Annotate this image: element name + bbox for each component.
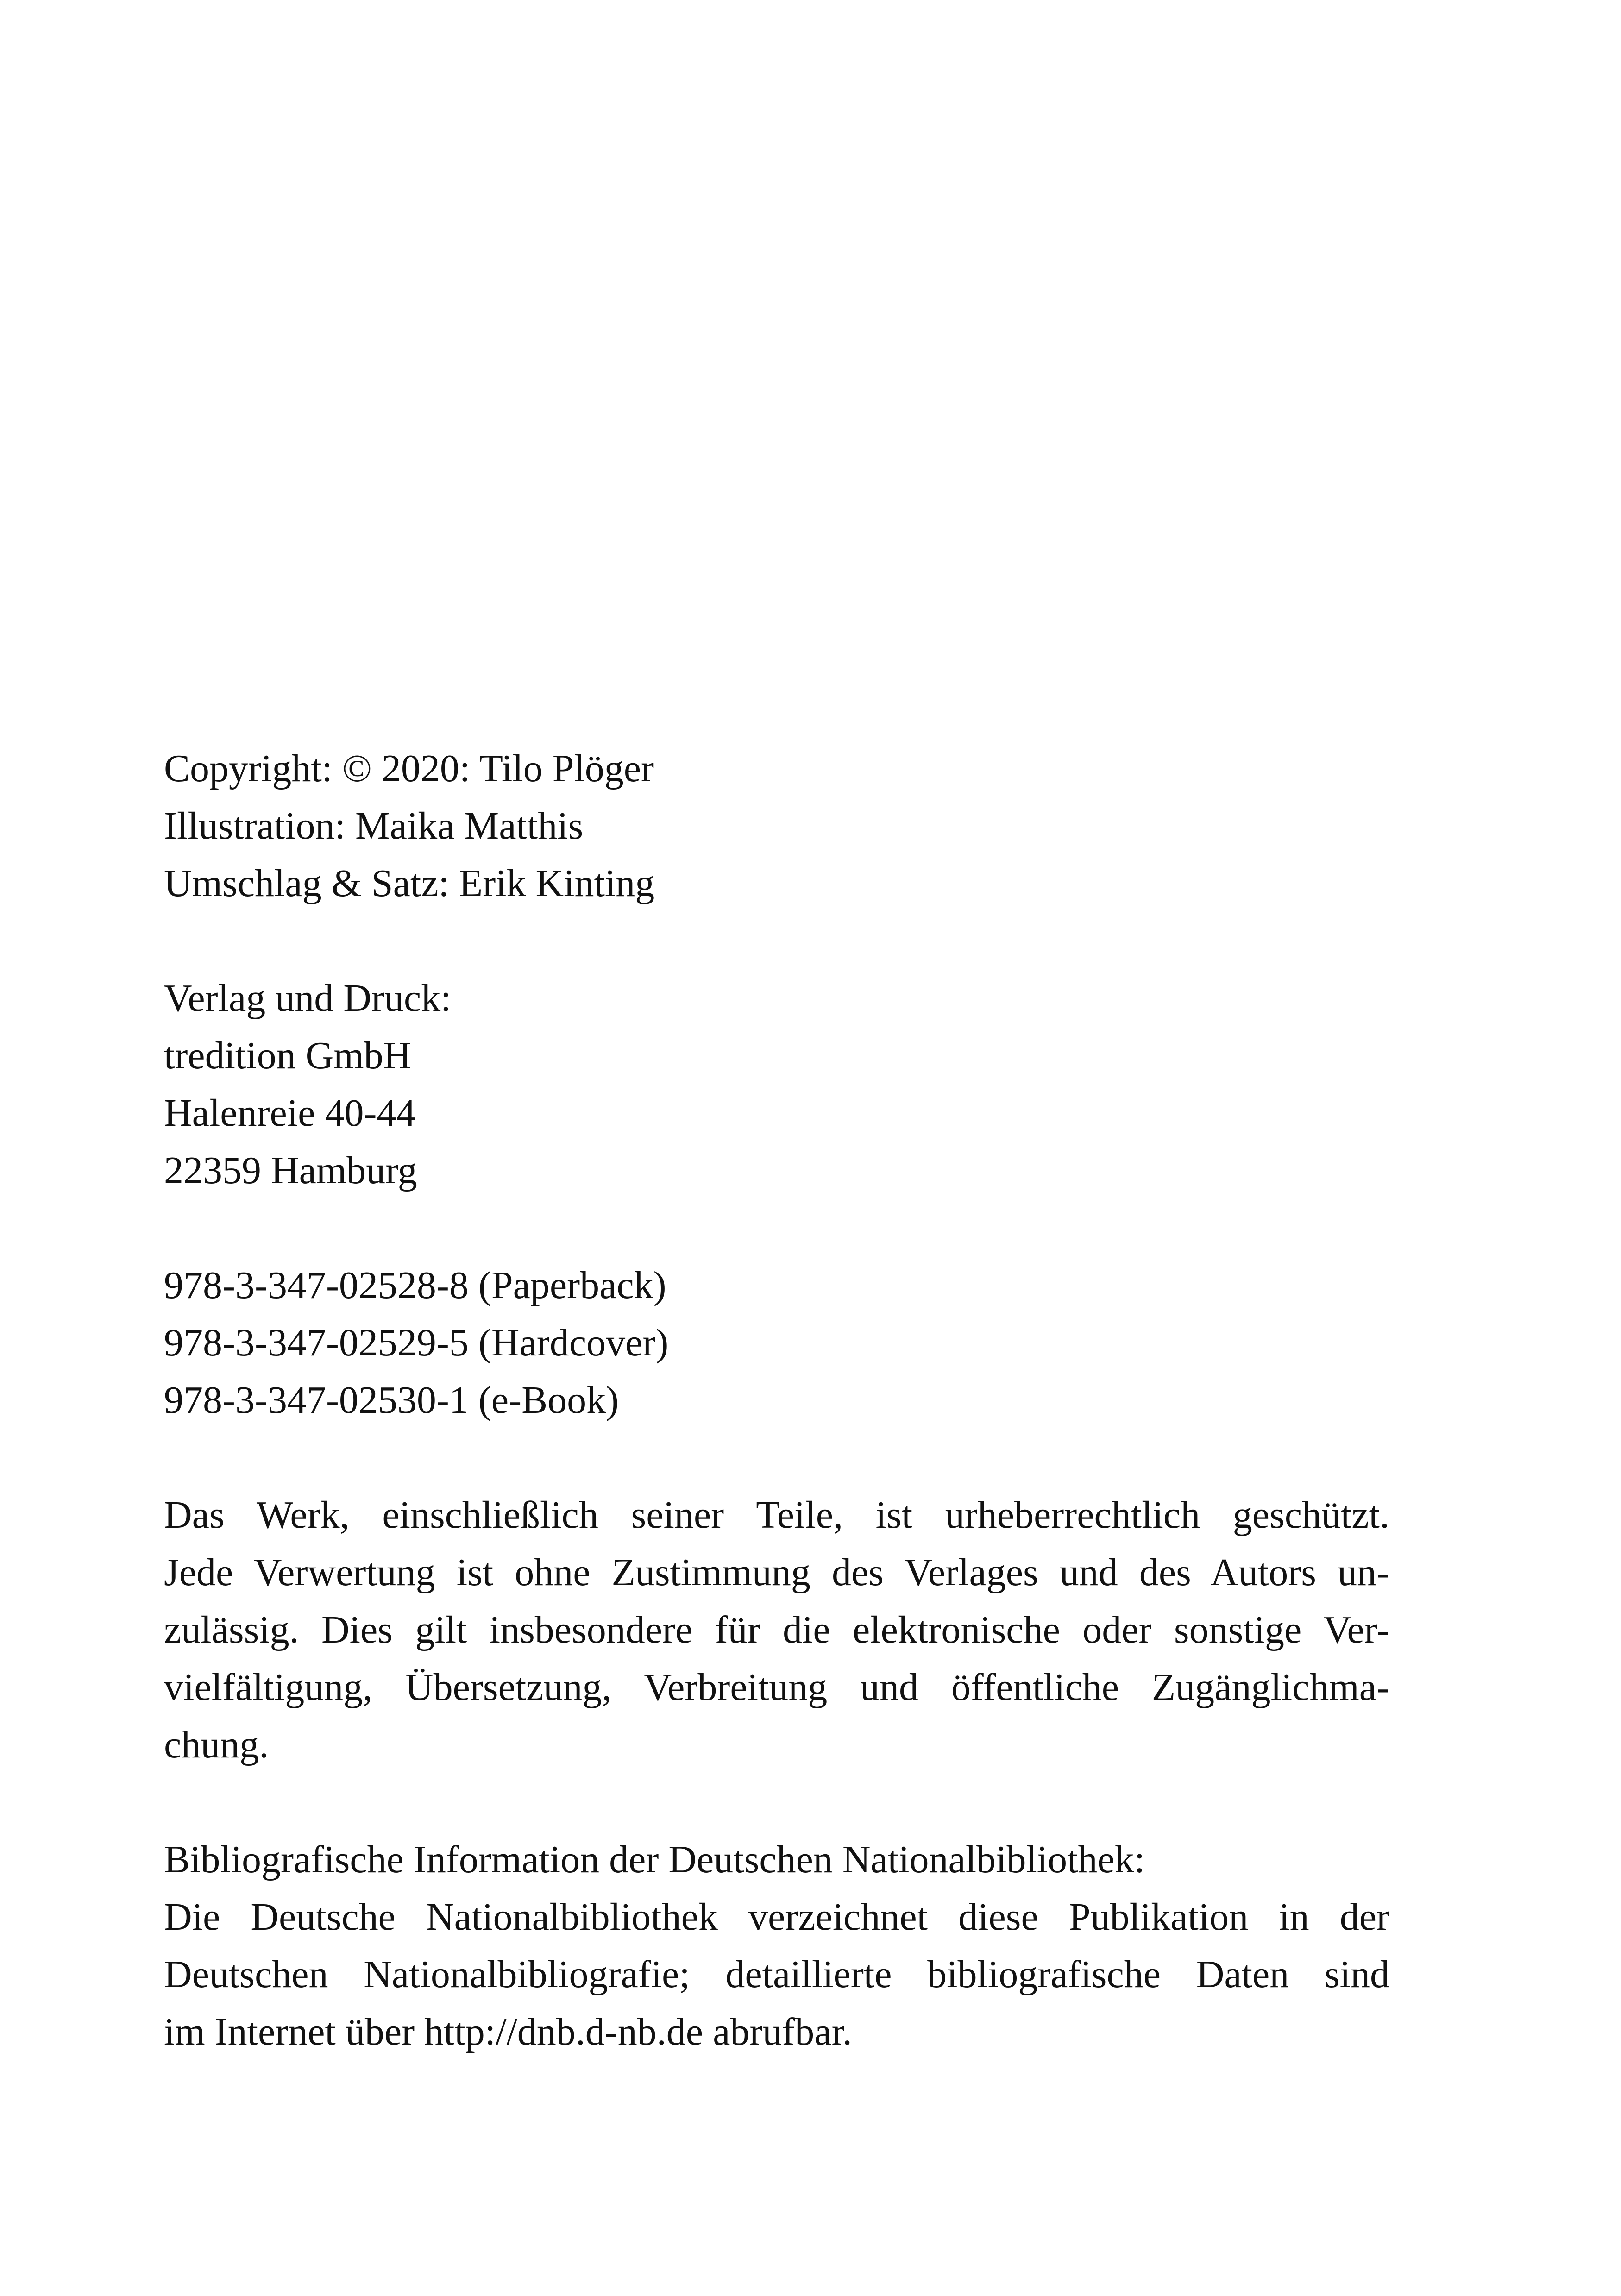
rights-notice-line: chung. xyxy=(164,1723,269,1766)
rights-notice-line: Das Werk, einschließlich seiner Teile, ist urheberrechtlich geschützt. xyxy=(164,1493,1389,1537)
isbn-block xyxy=(164,1257,1389,1429)
publisher-heading: Verlag und Druck: xyxy=(164,977,452,1020)
bibliographic-line: im Internet über http://dnb.d-nb.de abrufbar. xyxy=(164,2010,852,2053)
rights-notice-line: zulässig. Dies gilt insbesondere für die elektronische oder sonstige Ver- xyxy=(164,1608,1389,1651)
rights-notice-line: vielfältigung, Übersetzung, Verbreitung und öffentliche Zugänglichma- xyxy=(164,1666,1389,1709)
publisher-block xyxy=(164,970,1389,1199)
bibliographic-block xyxy=(164,1831,1389,2061)
rights-notice-line: Jede Verwertung ist ohne Zustimmung des Verlages und des Autors un- xyxy=(164,1551,1389,1594)
bibliographic-line: Die Deutsche Nationalbibliothek verzeichnet diese Publikation in der xyxy=(164,1895,1389,1938)
cover-typesetting-credit: Umschlag & Satz: Erik Kinting xyxy=(164,862,655,905)
bibliographic-heading: Bibliografische Information der Deutschen Nationalbibliothek: xyxy=(164,1838,1145,1881)
isbn-ebook: 978-3-347-02530-1 (e-Book) xyxy=(164,1379,619,1422)
publisher-city: 22359 Hamburg xyxy=(164,1149,417,1192)
isbn-hardcover: 978-3-347-02529-5 (Hardcover) xyxy=(164,1321,669,1364)
illustration-credit: Illustration: Maika Matthis xyxy=(164,804,584,847)
copyright-line: Copyright: © 2020: Tilo Plöger xyxy=(164,747,654,790)
publisher-name: tredition GmbH xyxy=(164,1034,412,1077)
imprint-block xyxy=(164,740,1389,2118)
publisher-street: Halenreie 40-44 xyxy=(164,1092,416,1135)
bibliographic-text xyxy=(164,1888,1389,2061)
rights-notice xyxy=(164,1487,1389,1774)
bibliographic-line: Deutschen Nationalbibliografie; detaillierte bibliografische Daten sind xyxy=(164,1953,1389,1996)
isbn-paperback: 978-3-347-02528-8 (Paperback) xyxy=(164,1264,666,1307)
credits-block xyxy=(164,740,1389,912)
